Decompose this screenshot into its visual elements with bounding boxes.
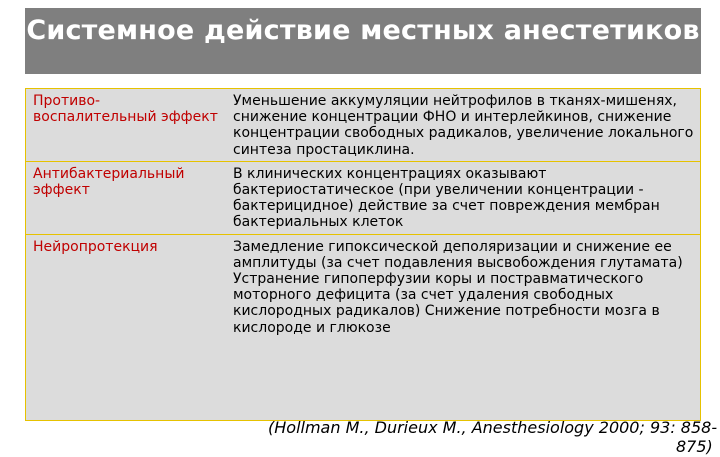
effect-name-cell: Противо-воспалительный эффект: [26, 89, 227, 161]
table-row-antibacterial: [26, 161, 700, 234]
citation-reference: (Hollman M., Durieux M., Anesthesiology 2000; 93: 858-: [268, 418, 718, 437]
effects-table-grid: [26, 89, 700, 339]
table-row-neuroprotection: [26, 234, 700, 339]
slide-title: Системное действие местных анестетиков: [26, 15, 700, 46]
effect-description-cell: В клинических концентрациях оказывают бактериостатическое (при увеличении концентрации - бактерицидное) действие за счет повреждения мембран бактериальных клеток: [227, 161, 700, 234]
citation-reference-end: 875): [676, 437, 713, 456]
effect-name-cell: Нейропротекция: [33, 238, 158, 255]
effect-name-cell: Антибактериальный эффект: [26, 161, 227, 234]
title-banner: [25, 8, 701, 74]
effect-description-cell: Уменьшение аккумуляции нейтрофилов в тканях-мишенях, снижение концентрации ФНО и интерлейкинов, снижение концентрации свободных радикалов, увеличение локального синтеза простациклина.: [227, 89, 700, 161]
effects-table: [25, 88, 701, 421]
effect-description-cell: Замедление гипоксической деполяризации и снижение ее амплитуды (за счет подавления высвобождения глутамата) Устранение гипоперфузии коры и постравматического моторного дефицита (за счет удаления свободных кислородных радикалов) Снижение потребности мозга в кислороде и глюкозе: [233, 238, 683, 336]
table-row-anti-inflammatory: [26, 89, 700, 161]
